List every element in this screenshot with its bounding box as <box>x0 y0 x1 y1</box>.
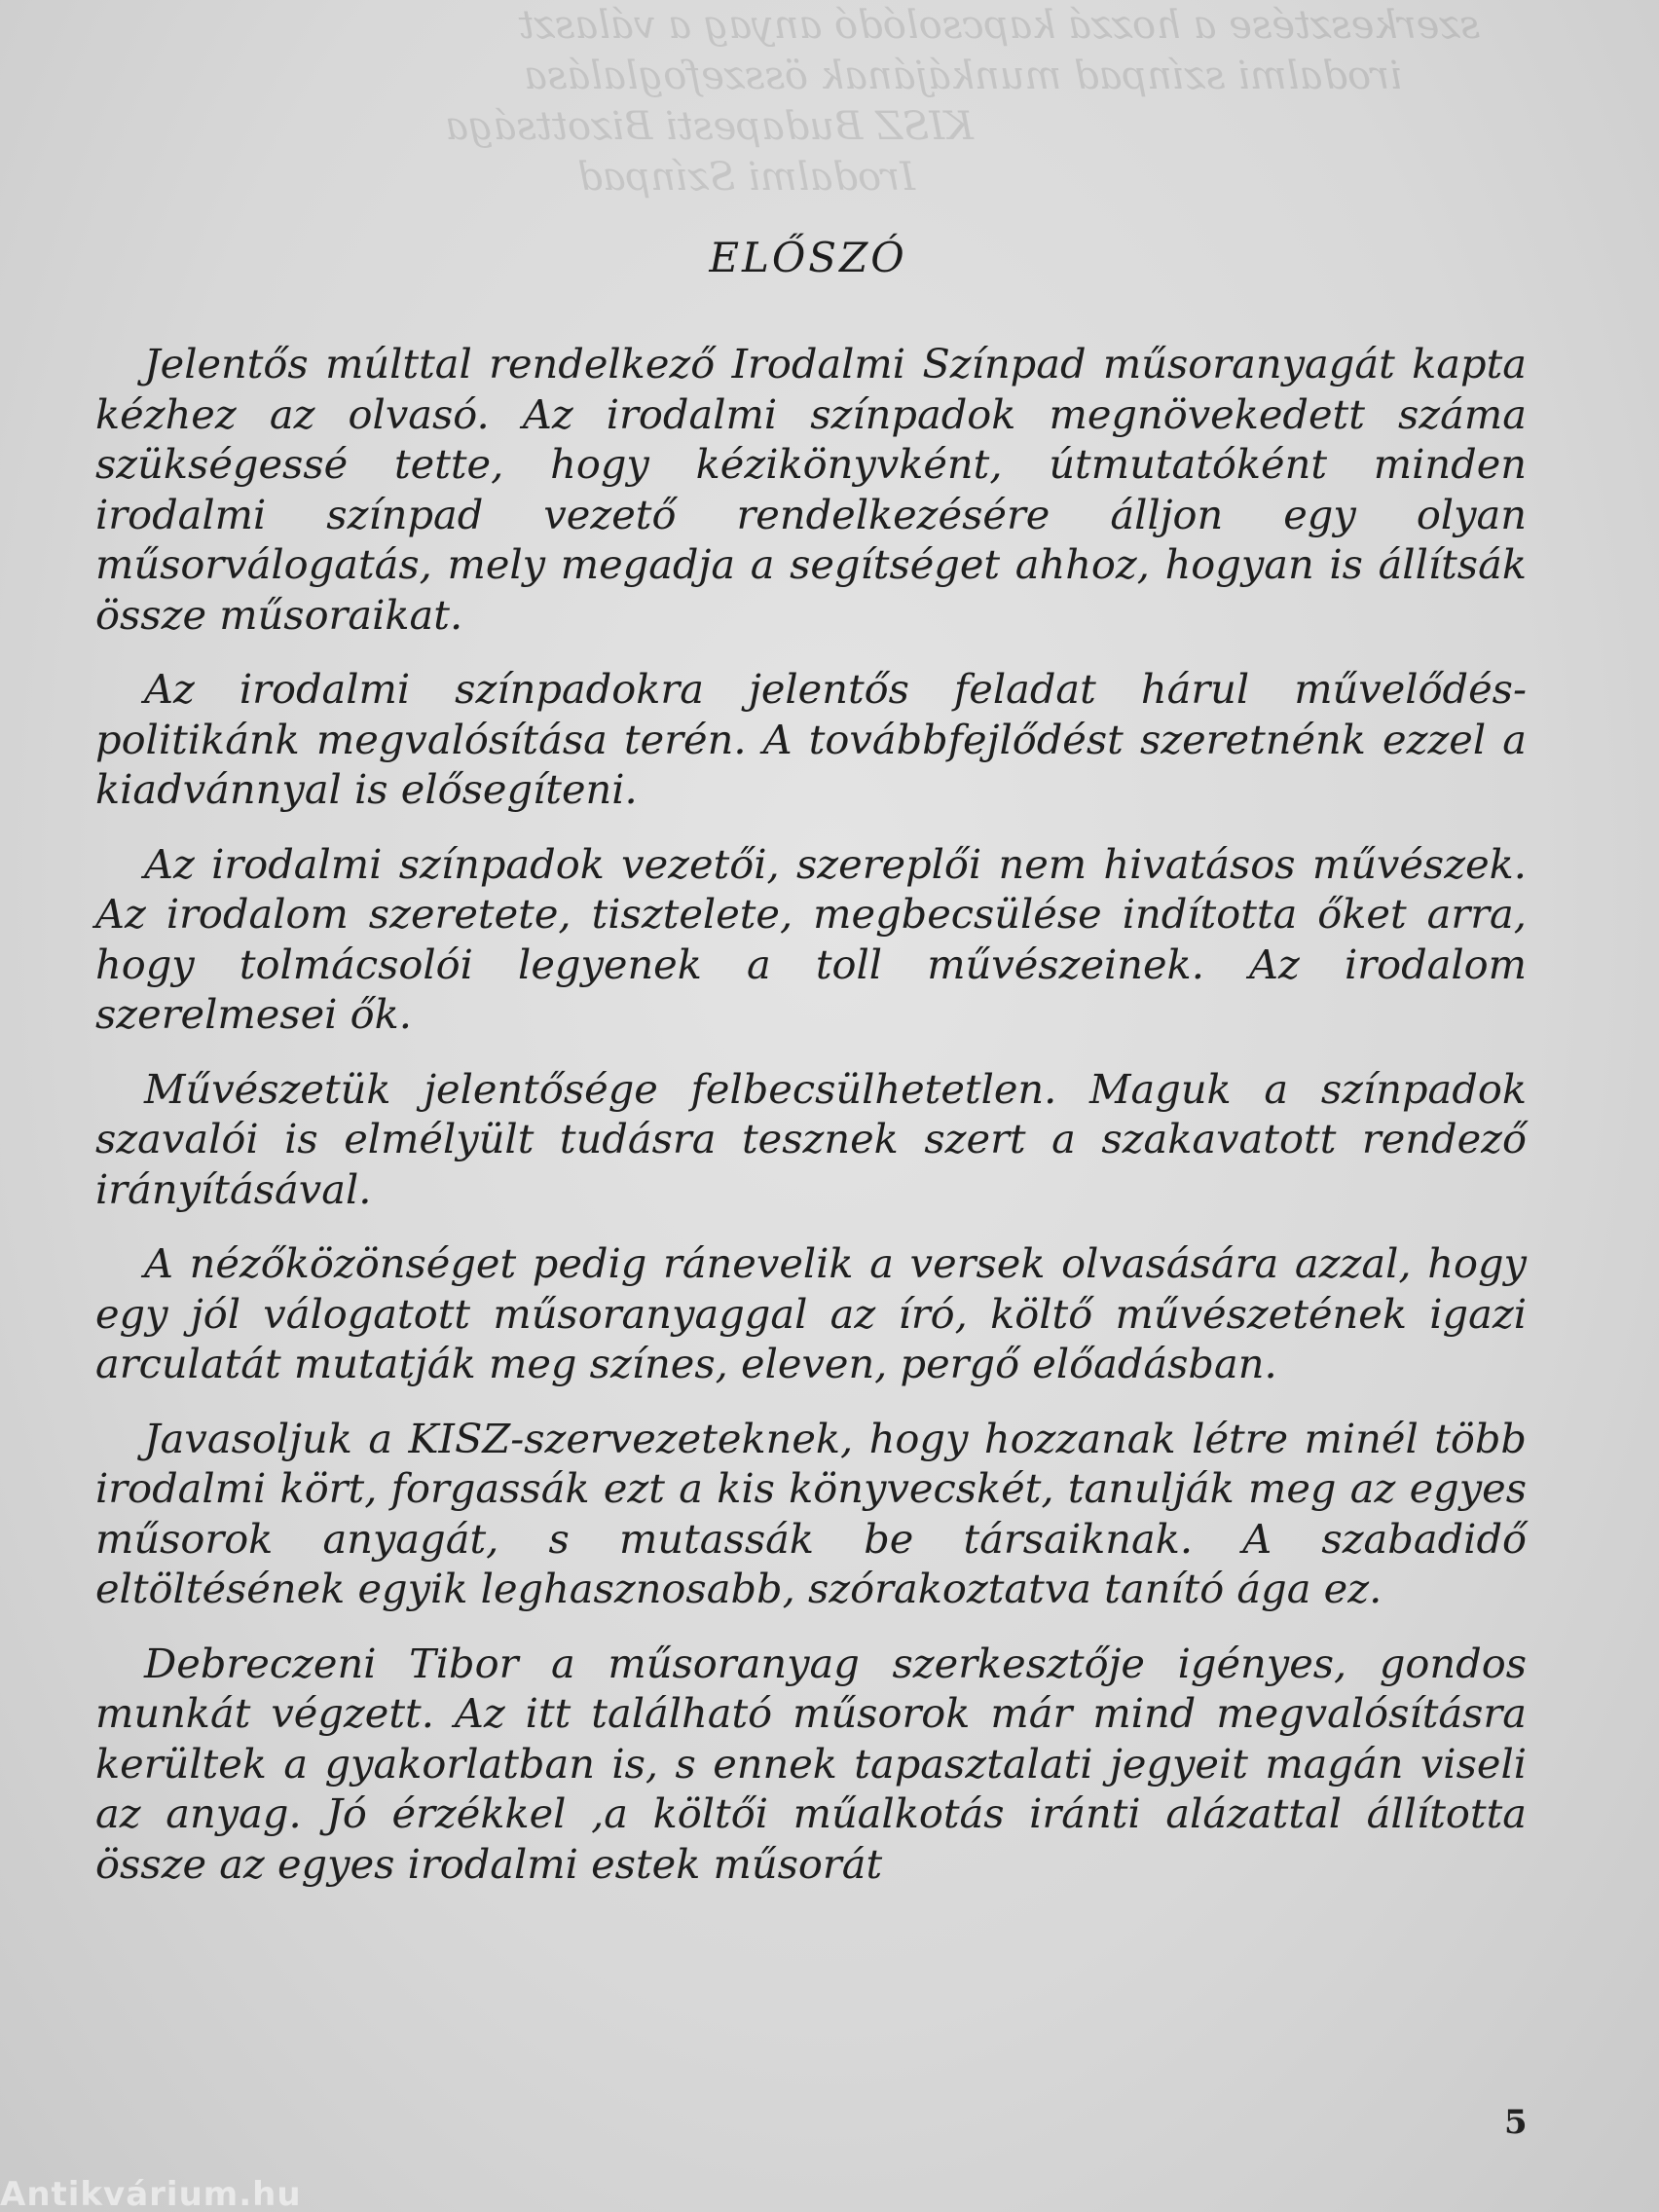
preface-body <box>95 339 1527 1889</box>
bleed-line: KISZ Budapesti Bizottsága <box>445 104 974 149</box>
bleed-line: Irodalmi Színpad <box>577 155 915 200</box>
paragraph: Művészetük jelentősége felbecsülhetetlen. Maguk a színpadok szavalói is elmélyült tudásra tesznek szert a szakavatott rendező irányításával. <box>95 1064 1527 1213</box>
bleed-line: irodalmi színpad munkájának összefoglalása <box>524 54 1402 98</box>
paragraph: Az irodalmi színpadok vezetői, szereplői nem hivatásos művészek. Az irodalom szeretete, tisztelete, megbecsülése indította őket arra, hogy tolmácsolói legyenek a toll művészeinek. Az irodalom szerelmesei ők. <box>95 839 1527 1038</box>
watermark: Antikvárium.hu <box>0 2177 302 2212</box>
paragraph: Jelentős múlttal rendelkező Irodalmi Színpad műsoranyagát kapta kézhez az olvasó. Az irodalmi színpadok megnövekedett száma szükségessé tette, hogy kézikönyvként, útmutatóként minden irodalmi színpad vezető rendelkezésére álljon egy olyan műsorválogatás, mely megadja a segítséget ahhoz, hogyan is állítsák össze műsoraikat. <box>95 340 1527 639</box>
paragraph: A nézőközönséget pedig ránevelik a versek olvasására azzal, hogy egy jól válogatott műsoranyaggal az író, költő művészetének igazi arculatát mutatják meg színes, eleven, pergő előadásban. <box>95 1239 1527 1387</box>
page-title: ELŐSZÓ <box>709 234 907 281</box>
bleed-line: szerkesztése a hozzá kapcsolódó anyag a választ <box>518 3 1480 48</box>
bleed-through-text <box>136 0 1519 224</box>
paragraph: Az irodalmi színpadokra jelentős feladat hárul művelődés-politikánk megvalósítása terén. A továbbfejlődést szeretnénk ezzel a kiadvánnyal is elősegíteni. <box>95 665 1527 813</box>
page-number: 5 <box>1504 2103 1528 2142</box>
paragraph: Debreczeni Tibor a műsoranyag szerkesztője igényes, gondos munkát végzett. Az itt található műsorok már mind megvalósításra kerültek a gyakorlatban is, s ennek tapasztalati jegyeit magán viseli az anyag. Jó érzékkel ,a költői műalkotás iránti alázattal állította össze az egyes irodalmi estek műsorát <box>95 1639 1527 1888</box>
paragraph: Javasoljuk a KISZ-szervezeteknek, hogy hozzanak létre minél több irodalmi kört, forgassák ezt a kis könyvecskét, tanulják meg az egyes műsorok anyagát, s mutassák be társaiknak. A szabadidő eltöltésének egyik leghasznosabb, szórakoztatva tanító ága ez. <box>95 1414 1527 1612</box>
